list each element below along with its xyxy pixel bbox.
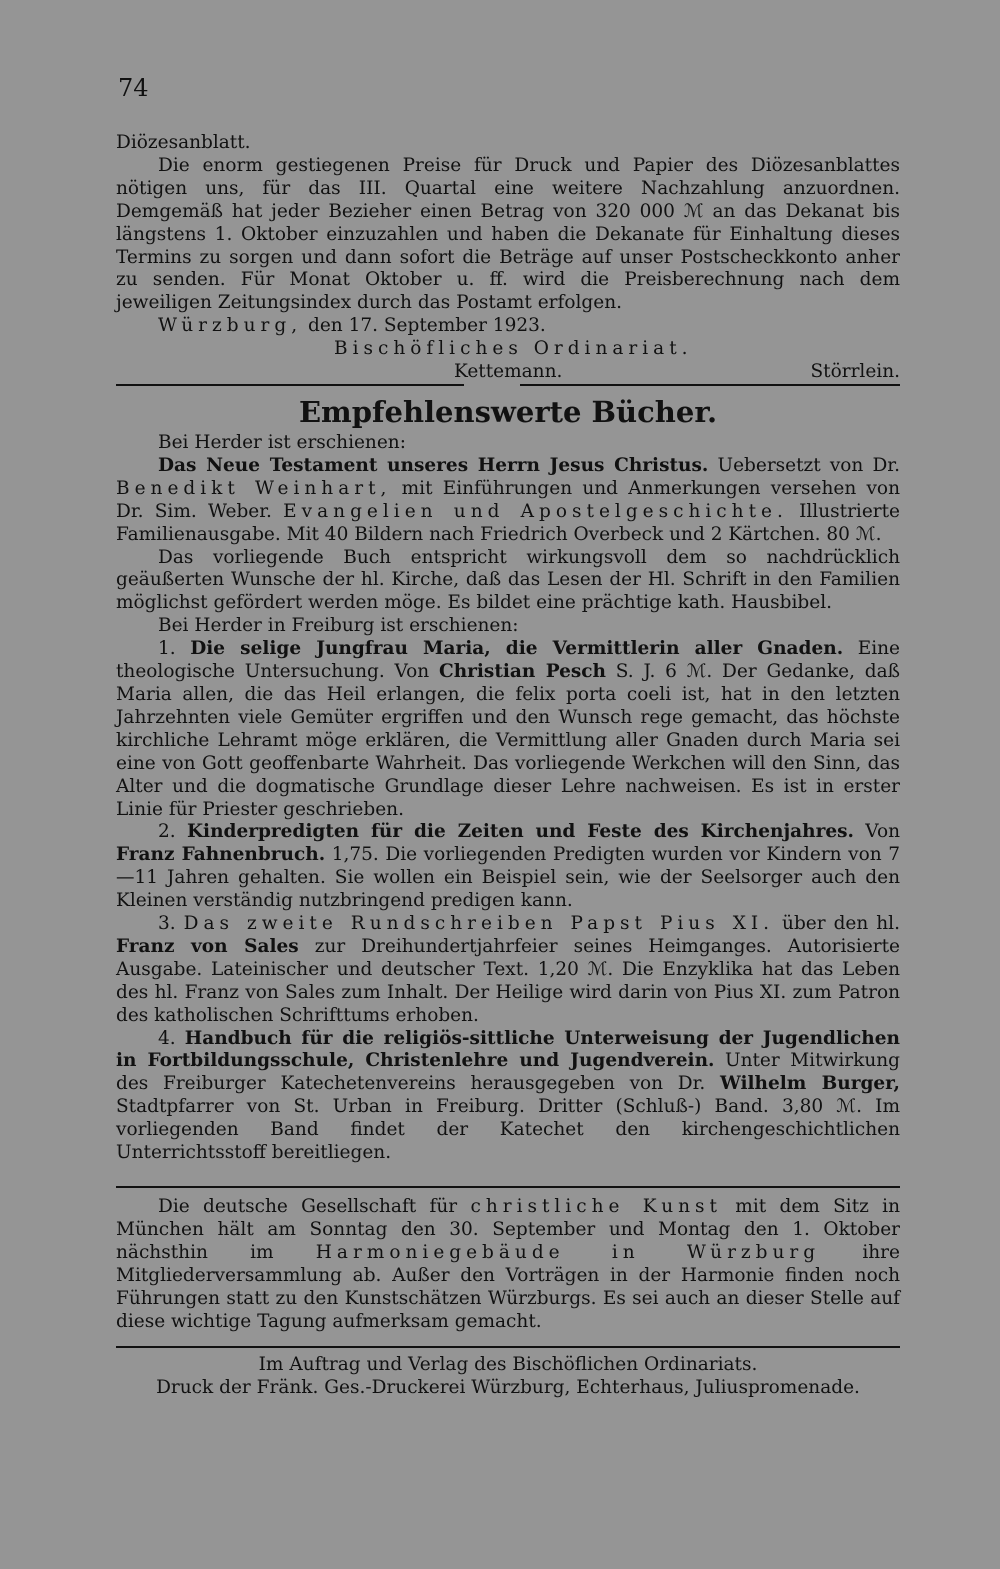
society-announcement [116,1196,900,1333]
item-text-a: Unter Mitwirkung des Freiburger Katechetenvereins herausgegeben von Dr. [116,1050,900,1095]
book-item-3 [116,913,900,1028]
signer-left: Kettemann. [454,361,563,383]
notice-place: Würzburg, [158,315,303,337]
notice-dateline [116,315,900,338]
society-text-b: mit dem Sitz in München hält am Sonntag den 30. September und Montag den 1. Oktober nächsthin im [116,1196,901,1263]
item-editor: Wilhelm Burger, [720,1073,900,1095]
book-item-1 [116,638,900,821]
nt-text-c: Illustrierte Familienausgabe. Mit 40 Bildern nach Friedrich Overbeck und 2 Kärtchen. 80 ℳ. [116,500,900,545]
imprint-line-2: Druck der Fränk. Ges.-Druckerei Würzburg, Echterhaus, Juliuspromenade. [156,1376,860,1398]
item-number: 2. [158,821,176,843]
nt-parts: Evangelien und Apostelgeschichte. [283,500,788,522]
nt-review: Das vorliegende Buch entspricht wirkungsvoll dem so nachdrücklich geäußerten Wunsche der hl. Kirche, daß das Lesen der Hl. Schrift in den Familien möglichst gefördert werden möge. Es bildet eine prächtige kath. Hausbibel. [116,546,900,614]
nt-author: Benedikt Weinhart, [116,477,392,499]
new-testament-entry [116,455,900,547]
item-number: 3. [158,913,176,935]
item-text-b: Stadtpfarrer von St. Urban in Freiburg. Dritter (Schluß-) Band. 3,80 ℳ. Im vorliegenden Band findet der Katechet den kirchengeschichtlichen Unterrichtsstoff bereitliegen. [116,1096,900,1164]
item-text-a: über den hl. [782,913,900,935]
divider-right [520,384,900,386]
notice-authority: Bischöfliches Ordinariat. [334,338,693,360]
divider-left [116,384,464,386]
herder-intro: Bei Herder ist erschienen: [158,432,406,453]
society-text-c: ihre Mitgliederversammlung ab. Außer den Vorträgen in der Harmonie finden noch Führungen statt zu den Kunstschätzen Würzburgs. Es sei auch an dieser Stelle auf diese wichtige Tagung aufmerksam gemacht. [116,1241,900,1332]
item-number: 1. [158,638,176,660]
nt-text-b: mit Einführungen und Anmerkungen versehen von Dr. Sim. Weber. [116,477,900,522]
item-saint: Franz von Sales [116,935,299,957]
book-item-2 [116,821,900,913]
imprint [116,1354,900,1400]
imprint-line-1: Im Auftrag und Verlag des Bischöflichen Ordinariats. [258,1354,758,1375]
item-text-a: Von [865,821,900,843]
notice-body: Die enorm gestiegenen Preise für Druck und Papier des Diözesanblattes nötigen uns, für das III. Quartal eine weitere Nachzahlung anzuordnen. Demgemäß hat jeder Bezieher einen Betrag von 320 000 ℳ an das Dekanat bis längstens 1. Oktober einzuzahlen und haben die Dekanate für Einhaltung dieses Termins zu sorgen und dann sofort die Beträge auf unser Postscheckkonto anher zu senden. Für Monat Oktober u. ff. wird die Preisberechnung nach dem jeweiligen Zeitungsindex durch das Postamt erfolgen. [116,154,900,314]
page-number: 74 [118,74,149,102]
book-list [116,432,900,1165]
freiburg-intro: Bei Herder in Freiburg ist erschienen: [158,615,519,637]
society-paragraph [116,1196,900,1333]
section-heading: Empfehlenswerte Bücher. [298,395,718,429]
society-venue: Harmoniegebäude in Würzburg [315,1241,821,1263]
nt-text-a: Uebersetzt von Dr. [717,454,900,476]
notice-title: Diözesanblatt. [116,132,251,153]
item-author: Christian Pesch [438,661,607,683]
item-title: Handbuch für die religiös-sittliche Unterweisung der Jugendlichen in Fortbildungsschule, Christenlehre und Jugendverein. [116,1027,900,1072]
item-title: Kinderpredigten für die Zeiten und Feste des Kirchenjahres. [186,821,854,843]
item-text-a: Eine theologische Untersuchung. Von [116,638,900,683]
notice-date: den 17. September 1923. [308,315,546,337]
society-text-a: Die deutsche Gesellschaft für [158,1196,458,1217]
item-title: Das zweite Rundschreiben Papst Pius XI. [183,913,775,935]
item-author: Franz Fahnenbruch. [116,844,326,866]
item-text-b: zur Dreihundertjahrfeier seines Heimganges. Autorisierte Ausgabe. Lateinischer und deutscher Text. 1,20 ℳ. Die Enzyklika hat das Leben des hl. Franz von Sales zum Inhalt. Der Heilige wird darin von Pius XI. zum Patron des katholischen Schrifttums erhoben. [116,935,900,1026]
item-text-b: S. J. 6 ℳ. Der Gedanke, daß Maria allen, die das Heil erlangen, die felix porta coeli ist, hat in den letzten Jahrzehnten viele Gemüter ergriffen und den Wunsch rege gemacht, das höchste kirchliche Lehramt möge erklären, die Vermittlung aller Gnaden durch Maria sei eine von Gott geoffenbarte Wahrheit. Das vorliegende Werkchen will den Sinn, das Alter und die dogmatische Grundlage dieser Lehre nachweisen. Es ist in erster Linie für Priester geschrieben. [116,661,901,820]
item-number: 4. [158,1027,176,1049]
society-art: christliche Kunst [470,1196,722,1217]
divider-bottom [116,1346,900,1348]
item-text-b: 1,75. Die vorliegenden Predigten wurden vor Kindern von 7—11 Jahren gehalten. Sie wollen ein Beispiel sein, wie der Seelsorger auch den Kleinen verständig nutzbringend predigen kann. [116,844,900,912]
diocesan-notice [116,132,900,384]
item-title: Die selige Jungfrau Maria, die Vermittlerin aller Gnaden. [190,638,844,660]
notice-signatures [116,361,900,384]
signer-right: Störrlein. [810,361,900,383]
nt-title: Das Neue Testament unseres Herrn Jesus Christus. [158,454,709,476]
book-item-4 [116,1028,900,1165]
divider-full [116,1186,900,1188]
